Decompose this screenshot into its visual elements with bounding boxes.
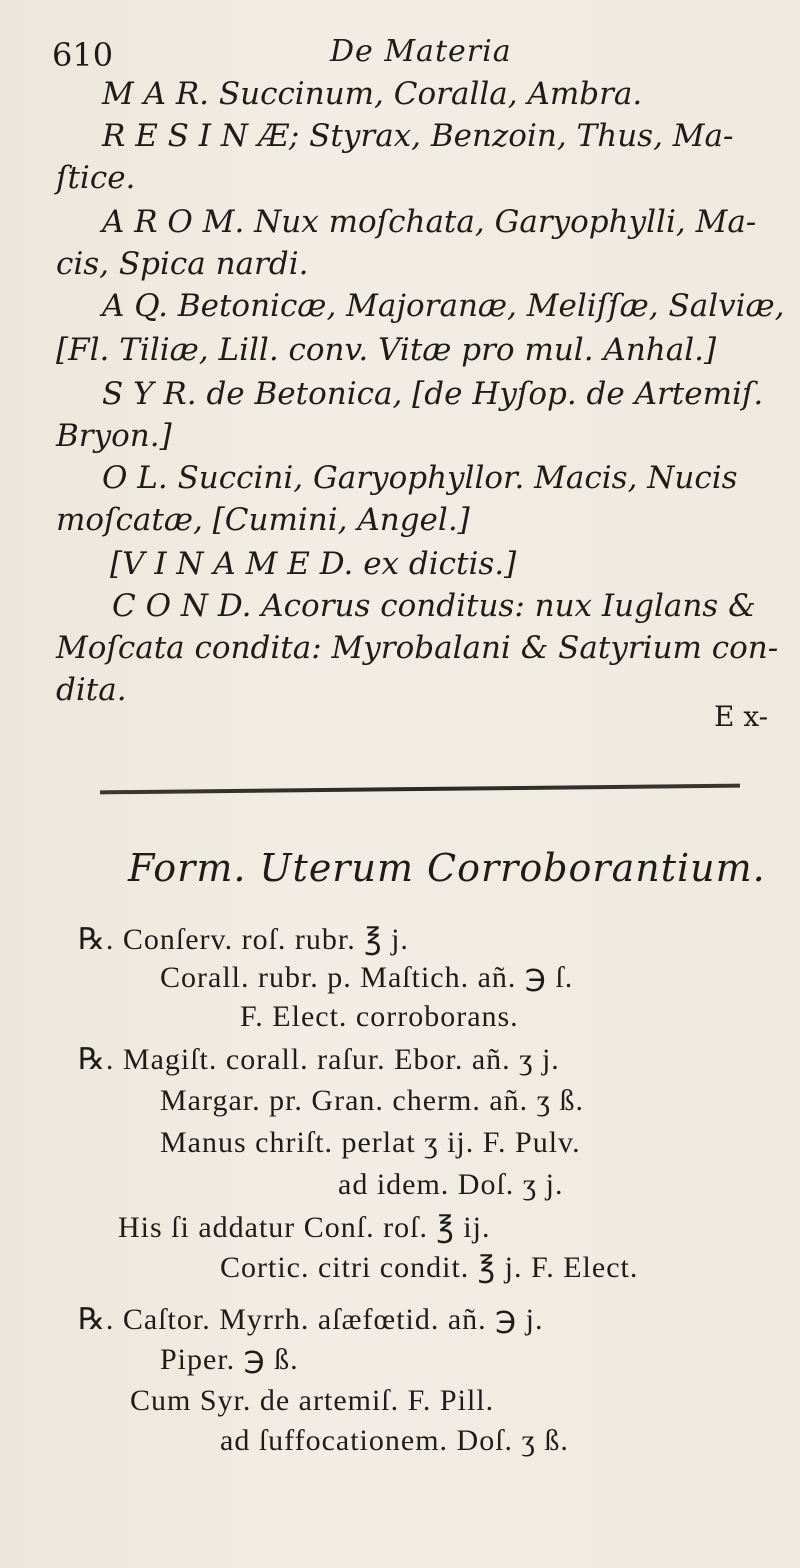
recipe-line: ad ſuffocationem. Doſ. ʒ ß. — [220, 1424, 569, 1457]
recipe-line: Piper. ℈ ß. — [160, 1343, 299, 1376]
recipe-line: Cum Syr. de artemiſ. F. Pill. — [130, 1384, 495, 1417]
recipe-line: Margar. pr. Gran. cherm. añ. ʒ ß. — [160, 1084, 584, 1117]
recipe-line: His ſi addatur Conſ. roſ. ℥ ij. — [118, 1211, 491, 1244]
catchword: E x- — [714, 700, 769, 733]
running-head: De Materia — [330, 34, 512, 69]
entry-line: cis, Spica nardi. — [56, 246, 309, 282]
page-number: 610 — [52, 36, 114, 74]
recipe-line: ℞. Caſtor. Myrrh. aſæfœtid. añ. ℈ j. — [78, 1303, 544, 1336]
section-divider — [100, 784, 740, 795]
recipe-line: F. Elect. corroborans. — [240, 1000, 519, 1033]
entry-line: S Y R. de Betonica, [de Hyſop. de Artemiſ. — [102, 376, 764, 412]
recipe-line: ad idem. Doſ. ʒ j. — [338, 1168, 564, 1201]
recipe-line: ℞. Magiſt. corall. raſur. Ebor. añ. ʒ j. — [78, 1043, 560, 1076]
entry-line: [Fl. Tiliæ, Lill. conv. Vitæ pro mul. Anhal.] — [56, 332, 717, 368]
entry-line: Bryon.] — [56, 418, 172, 454]
entry-line: M A R. Succinum, Coralla, Ambra. — [102, 76, 643, 112]
recipe-line: Manus chriſt. perlat ʒ ij. F. Pulv. — [160, 1126, 581, 1159]
recipe-line: ℞. Conſerv. roſ. rubr. ℥ j. — [78, 923, 409, 956]
entry-line: ſtice. — [56, 160, 136, 196]
entry-line: dita. — [56, 672, 127, 708]
entry-line: Moſcata condita: Myrobalani & Satyrium con- — [56, 630, 779, 666]
recipe-line: Cortic. citri condit. ℥ j. F. Elect. — [220, 1251, 639, 1284]
entry-line: A R O M. Nux moſchata, Garyophylli, Ma- — [102, 204, 757, 240]
entry-line: O L. Succini, Garyophyllor. Macis, Nucis — [102, 460, 738, 496]
entry-line: R E S I N Æ; Styrax, Benzoin, Thus, Ma- — [102, 118, 734, 154]
entry-line: moſcatæ, [Cumini, Angel.] — [56, 502, 470, 538]
entry-line: A Q. Betonicæ, Majoranæ, Meliſſæ, Salviæ, — [102, 288, 785, 324]
entry-line: [V I N A M E D. ex dictis.] — [110, 546, 517, 582]
section-title: Form. Uterum Corroborantium. — [128, 846, 766, 890]
entry-line: C O N D. Acorus conditus: nux Iuglans & — [112, 588, 756, 624]
recipe-line: Corall. rubr. p. Maſtich. añ. ℈ ſ. — [160, 961, 574, 994]
